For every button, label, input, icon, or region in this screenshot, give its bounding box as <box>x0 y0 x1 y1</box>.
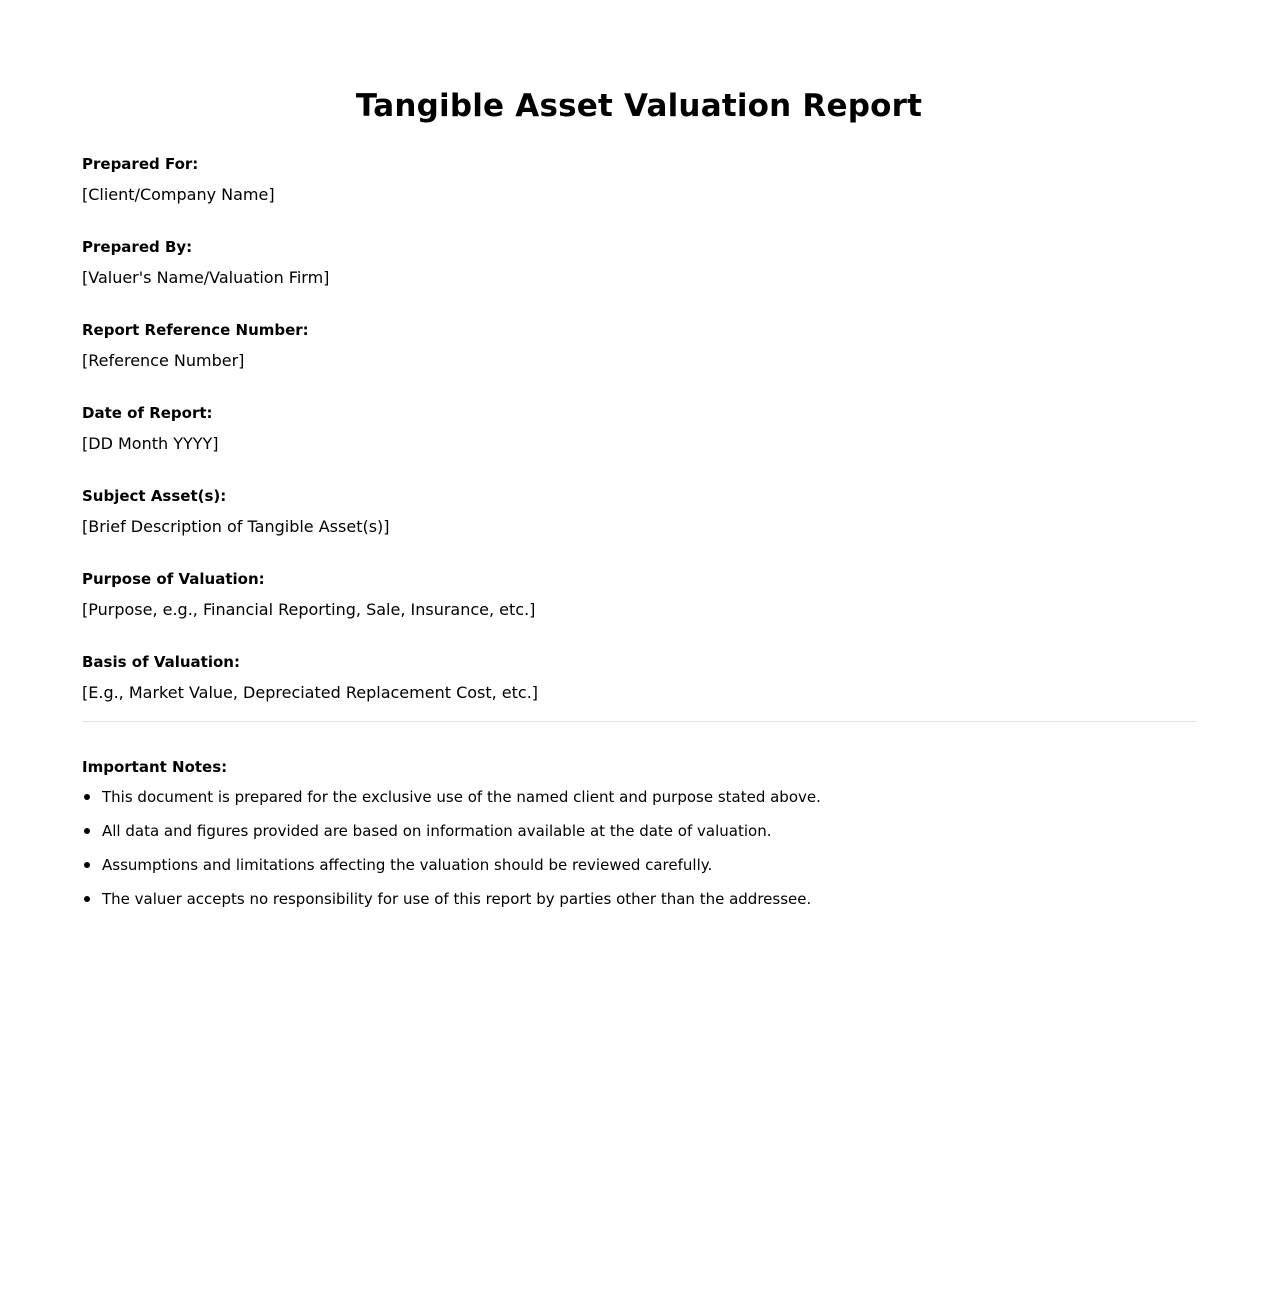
field-label: Prepared For: <box>82 155 199 173</box>
field-basis-of-valuation <box>82 652 1196 735</box>
note-text: The valuer accepts no responsibility for use of this report by parties other than the addressee. <box>102 890 812 908</box>
field-label: Basis of Valuation: <box>82 653 240 671</box>
bullet-icon <box>84 896 90 902</box>
report-fields <box>82 154 1196 735</box>
field-label: Subject Asset(s): <box>82 487 227 505</box>
field-value: [E.g., Market Value, Depreciated Replacement Cost, etc.] <box>82 683 539 702</box>
field-purpose-of-valuation <box>82 569 1196 652</box>
field-label: Report Reference Number: <box>82 321 309 339</box>
field-label: Date of Report: <box>82 404 213 422</box>
report-title: Tangible Asset Valuation Report <box>355 88 923 124</box>
field-value: [Purpose, e.g., Financial Reporting, Sale, Insurance, etc.] <box>82 600 536 619</box>
field-value: [Reference Number] <box>82 351 245 370</box>
bullet-icon <box>84 862 90 868</box>
section-divider <box>82 721 1196 722</box>
field-subject-assets <box>82 486 1196 569</box>
field-label: Purpose of Valuation: <box>82 570 265 588</box>
important-notes <box>82 757 1196 922</box>
field-value: [Client/Company Name] <box>82 185 275 204</box>
list-item <box>82 854 1196 888</box>
list-item <box>82 888 1196 922</box>
field-value: [DD Month YYYY] <box>82 434 219 453</box>
field-value: [Brief Description of Tangible Asset(s)] <box>82 517 390 536</box>
bullet-icon <box>84 794 90 800</box>
field-reference-number <box>82 320 1196 403</box>
list-item <box>82 820 1196 854</box>
field-date-of-report <box>82 403 1196 486</box>
bullet-icon <box>84 828 90 834</box>
field-prepared-for <box>82 154 1196 237</box>
note-text: This document is prepared for the exclusive use of the named client and purpose stated above. <box>102 788 821 806</box>
note-text: Assumptions and limitations affecting the valuation should be reviewed carefully. <box>102 856 713 874</box>
list-item <box>82 786 1196 820</box>
field-value: [Valuer's Name/Valuation Firm] <box>82 268 330 287</box>
note-text: All data and figures provided are based on information available at the date of valuation. <box>102 822 772 840</box>
field-label: Prepared By: <box>82 238 193 256</box>
notes-list <box>82 786 1196 922</box>
notes-heading: Important Notes: <box>82 758 228 776</box>
field-prepared-by <box>82 237 1196 320</box>
